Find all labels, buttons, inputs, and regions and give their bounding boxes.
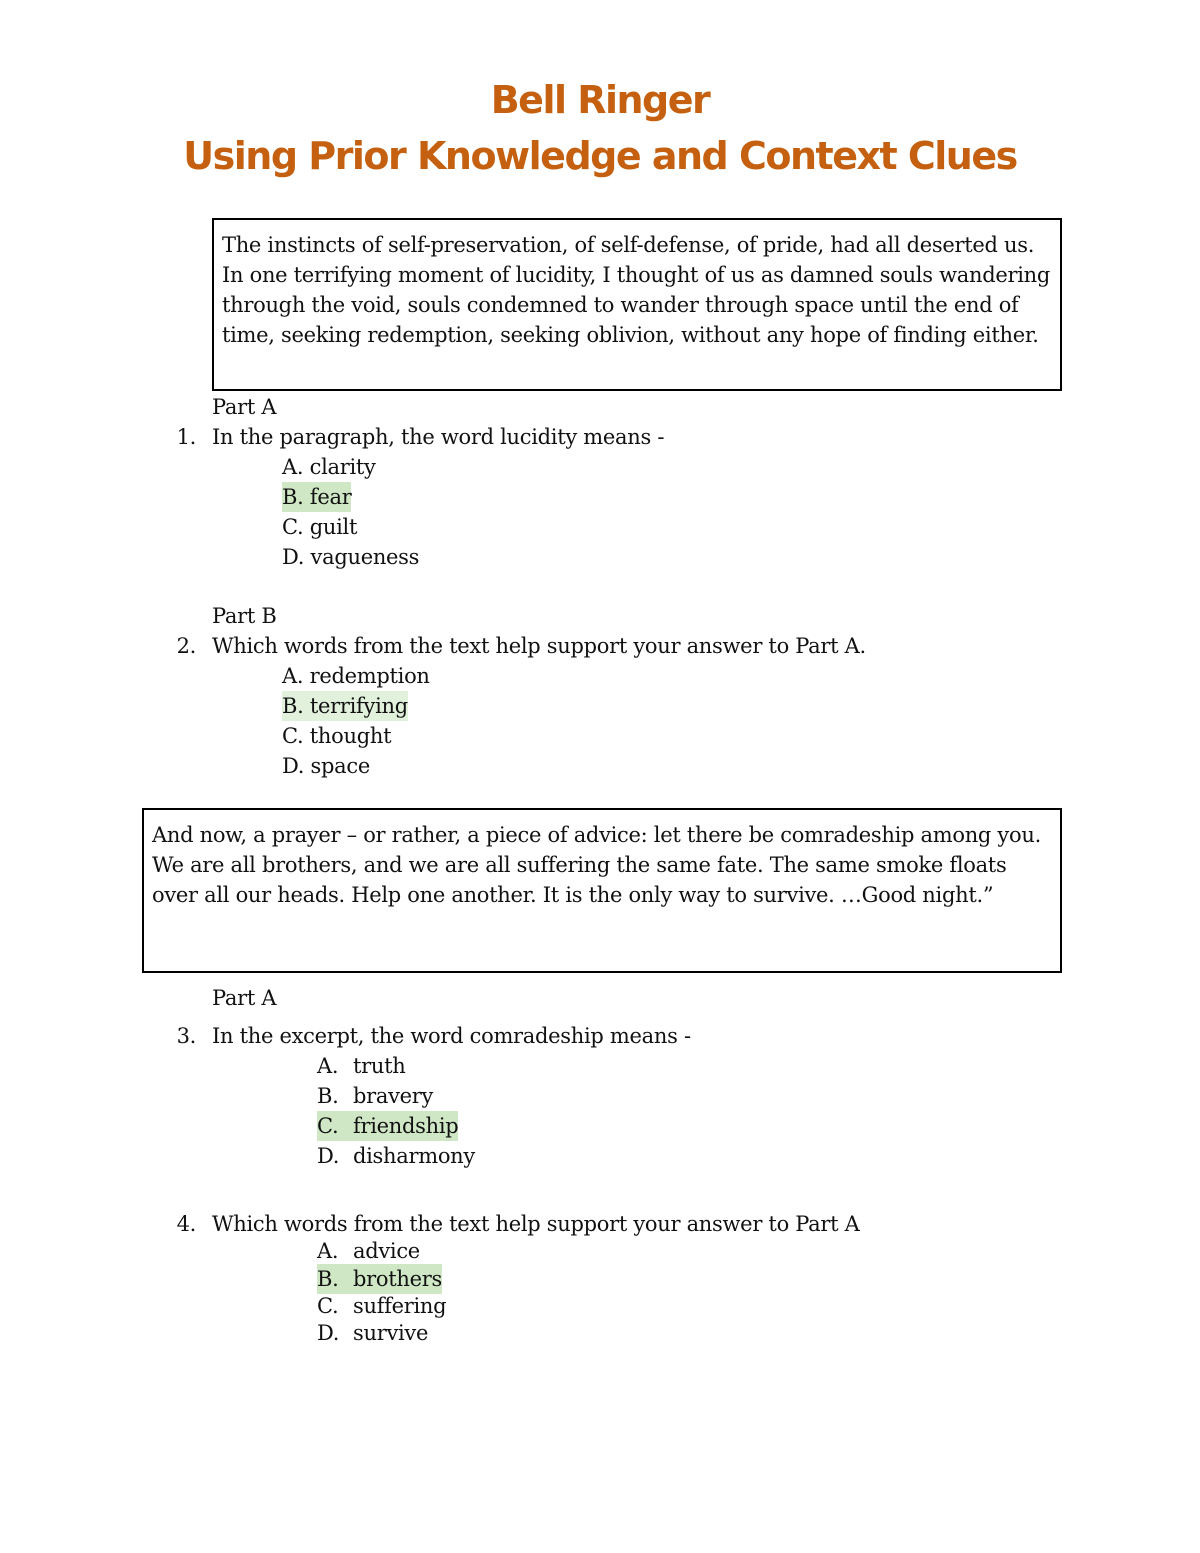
q4-option-c-letter: C. bbox=[317, 1294, 339, 1318]
q4-option-d-letter: D. bbox=[317, 1321, 340, 1345]
q3-option-d-text: disharmony bbox=[353, 1144, 475, 1168]
title-line-2: Using Prior Knowledge and Context Clues bbox=[183, 134, 1017, 178]
q2-option-b[interactable]: B. terrifying bbox=[282, 691, 408, 721]
q4-option-b-letter: B. bbox=[317, 1267, 339, 1291]
q4-option-a-letter: A. bbox=[317, 1239, 339, 1263]
q3-option-b-text: bravery bbox=[353, 1084, 434, 1108]
q4-option-a[interactable] bbox=[317, 1236, 420, 1266]
q4-option-d[interactable] bbox=[317, 1318, 428, 1348]
q4-option-a-text: advice bbox=[353, 1239, 420, 1263]
passage-2-box: And now, a prayer – or rather, a piece of advice: let there be comradeship among you. We are all brothers, and we are all suffering the same fate. The same smoke floats over all our heads. Help one another. It is the only way to survive. …Good night.” bbox=[142, 808, 1062, 973]
q3-option-c-letter: C. bbox=[317, 1114, 339, 1138]
q3-option-b-letter: B. bbox=[317, 1084, 339, 1108]
q4-option-b-text: brothers bbox=[353, 1267, 442, 1291]
q2-option-c[interactable]: C. thought bbox=[282, 724, 392, 748]
question-1-number: 1. bbox=[176, 425, 196, 449]
question-3-number: 3. bbox=[176, 1024, 196, 1048]
question-2-text: Which words from the text help support your answer to Part A. bbox=[212, 634, 866, 658]
title-line-1: Bell Ringer bbox=[490, 78, 710, 122]
q2-option-a[interactable]: A. redemption bbox=[282, 664, 430, 688]
q4-option-d-text: survive bbox=[353, 1321, 429, 1345]
part-b-label: Part B bbox=[212, 604, 277, 628]
q3-option-a-letter: A. bbox=[317, 1054, 339, 1078]
q3-option-a-text: truth bbox=[353, 1054, 406, 1078]
part-a-label-2: Part A bbox=[212, 986, 277, 1010]
question-2-number: 2. bbox=[176, 634, 196, 658]
q3-option-c-text: friendship bbox=[353, 1114, 459, 1138]
q1-option-a[interactable]: A. clarity bbox=[282, 455, 376, 479]
q1-option-b[interactable]: B. fear bbox=[282, 482, 351, 512]
q3-option-b[interactable] bbox=[317, 1081, 433, 1111]
q3-option-d-letter: D. bbox=[317, 1144, 340, 1168]
passage-1-box: The instincts of self-preservation, of self-defense, of pride, had all deserted us. In one terrifying moment of lucidity, I thought of us as damned souls wandering through the void, souls condemned to wander through space until the end of time, seeking redemption, seeking oblivion, without any hope of finding either. bbox=[212, 218, 1062, 391]
q4-option-c[interactable] bbox=[317, 1291, 446, 1321]
q4-option-b[interactable] bbox=[317, 1264, 442, 1294]
q1-option-d[interactable]: D. vagueness bbox=[282, 545, 420, 569]
question-3-text: In the excerpt, the word comradeship means - bbox=[212, 1024, 691, 1048]
question-4-text: Which words from the text help support your answer to Part A bbox=[212, 1212, 860, 1236]
q2-option-d[interactable]: D. space bbox=[282, 754, 370, 778]
question-4-number: 4. bbox=[176, 1212, 196, 1236]
question-1-text: In the paragraph, the word lucidity means - bbox=[212, 425, 665, 449]
q1-option-c[interactable]: C. guilt bbox=[282, 515, 358, 539]
q3-option-d[interactable] bbox=[317, 1141, 475, 1171]
q3-option-c[interactable] bbox=[317, 1111, 458, 1141]
part-a-label-1: Part A bbox=[212, 395, 277, 419]
q3-option-a[interactable] bbox=[317, 1051, 405, 1081]
q4-option-c-text: suffering bbox=[353, 1294, 447, 1318]
